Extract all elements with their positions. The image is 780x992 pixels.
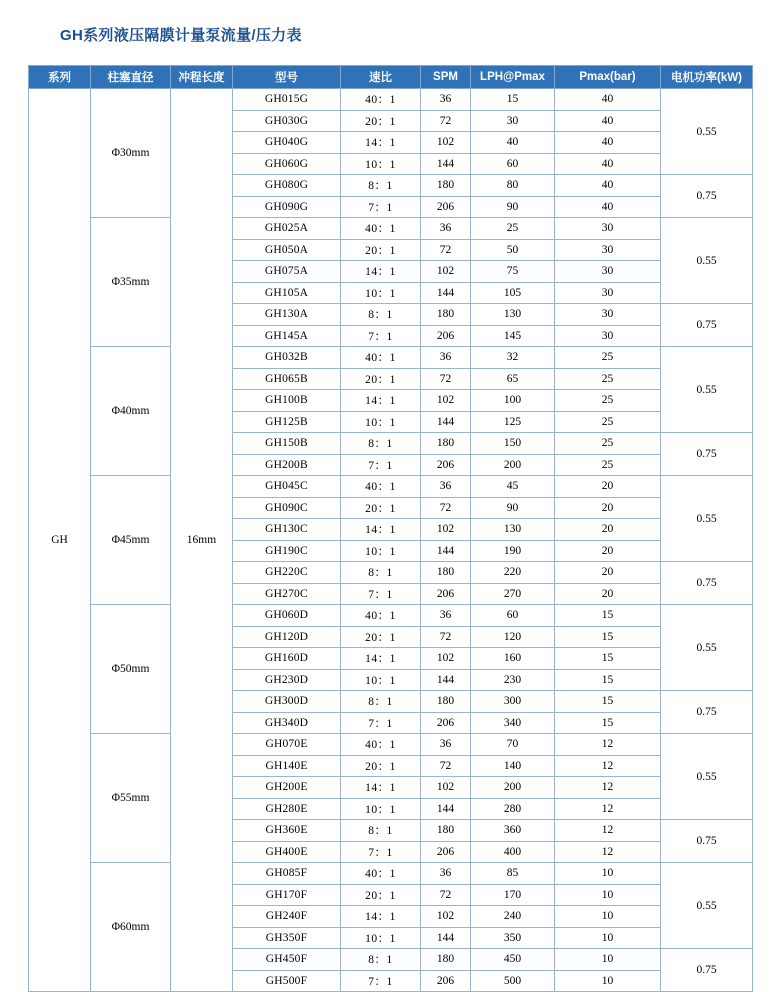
- cell-spm: 180: [421, 949, 471, 971]
- table-row: [29, 347, 753, 369]
- cell-series: GH: [29, 89, 91, 992]
- cell-spm: 206: [421, 454, 471, 476]
- cell-pmax: 40: [555, 89, 661, 111]
- cell-spm: 36: [421, 347, 471, 369]
- cell-power: 0.55: [661, 605, 753, 691]
- cell-pmax: 30: [555, 325, 661, 347]
- column-header-lph: LPH@Pmax: [471, 66, 555, 89]
- cell-ratio: 40：1: [341, 863, 421, 885]
- cell-lph: 100: [471, 390, 555, 412]
- cell-lph: 300: [471, 691, 555, 713]
- cell-lph: 25: [471, 218, 555, 240]
- cell-ratio: 40：1: [341, 89, 421, 111]
- cell-lph: 120: [471, 626, 555, 648]
- cell-ratio: 20：1: [341, 626, 421, 648]
- cell-lph: 230: [471, 669, 555, 691]
- cell-model: GH130A: [233, 304, 341, 326]
- cell-power: 0.75: [661, 433, 753, 476]
- cell-model: GH400E: [233, 841, 341, 863]
- cell-model: GH230D: [233, 669, 341, 691]
- cell-model: GH500F: [233, 970, 341, 992]
- cell-model: GH060G: [233, 153, 341, 175]
- cell-pmax: 20: [555, 497, 661, 519]
- cell-ratio: 14：1: [341, 648, 421, 670]
- cell-lph: 75: [471, 261, 555, 283]
- cell-pmax: 20: [555, 562, 661, 584]
- cell-pmax: 20: [555, 519, 661, 541]
- column-header-bore: 柱塞直径: [91, 66, 171, 89]
- cell-pmax: 10: [555, 906, 661, 928]
- cell-pmax: 30: [555, 261, 661, 283]
- cell-spm: 144: [421, 927, 471, 949]
- cell-ratio: 20：1: [341, 884, 421, 906]
- cell-model: GH032B: [233, 347, 341, 369]
- cell-ratio: 20：1: [341, 368, 421, 390]
- cell-pmax: 40: [555, 196, 661, 218]
- cell-model: GH240F: [233, 906, 341, 928]
- cell-pmax: 25: [555, 368, 661, 390]
- cell-stroke: 16mm: [171, 89, 233, 992]
- cell-lph: 85: [471, 863, 555, 885]
- cell-spm: 102: [421, 390, 471, 412]
- cell-lph: 340: [471, 712, 555, 734]
- cell-spm: 102: [421, 132, 471, 154]
- cell-spm: 72: [421, 239, 471, 261]
- page-title: GH系列液压隔膜计量泵流量/压力表: [60, 27, 302, 45]
- cell-spm: 144: [421, 540, 471, 562]
- cell-spm: 36: [421, 863, 471, 885]
- cell-lph: 350: [471, 927, 555, 949]
- cell-pmax: 40: [555, 175, 661, 197]
- cell-spm: 36: [421, 734, 471, 756]
- cell-pmax: 15: [555, 712, 661, 734]
- cell-spm: 72: [421, 497, 471, 519]
- cell-lph: 90: [471, 196, 555, 218]
- cell-spm: 72: [421, 755, 471, 777]
- cell-model: GH045C: [233, 476, 341, 498]
- cell-lph: 30: [471, 110, 555, 132]
- cell-pmax: 15: [555, 626, 661, 648]
- table-row: [29, 605, 753, 627]
- cell-pmax: 10: [555, 927, 661, 949]
- cell-spm: 180: [421, 820, 471, 842]
- cell-lph: 70: [471, 734, 555, 756]
- cell-lph: 500: [471, 970, 555, 992]
- cell-ratio: 14：1: [341, 906, 421, 928]
- cell-lph: 220: [471, 562, 555, 584]
- cell-pmax: 15: [555, 691, 661, 713]
- column-header-stroke: 冲程长度: [171, 66, 233, 89]
- cell-spm: 36: [421, 605, 471, 627]
- cell-lph: 280: [471, 798, 555, 820]
- cell-ratio: 10：1: [341, 282, 421, 304]
- cell-ratio: 20：1: [341, 497, 421, 519]
- cell-pmax: 15: [555, 605, 661, 627]
- cell-model: GH065B: [233, 368, 341, 390]
- cell-bore: Φ40mm: [91, 347, 171, 476]
- cell-model: GH040G: [233, 132, 341, 154]
- cell-lph: 32: [471, 347, 555, 369]
- cell-lph: 50: [471, 239, 555, 261]
- cell-ratio: 7：1: [341, 583, 421, 605]
- cell-ratio: 7：1: [341, 196, 421, 218]
- cell-pmax: 25: [555, 347, 661, 369]
- cell-ratio: 10：1: [341, 411, 421, 433]
- cell-lph: 90: [471, 497, 555, 519]
- cell-pmax: 12: [555, 734, 661, 756]
- cell-power: 0.55: [661, 89, 753, 175]
- title-bar: [60, 14, 752, 55]
- cell-lph: 150: [471, 433, 555, 455]
- cell-pmax: 15: [555, 648, 661, 670]
- cell-lph: 170: [471, 884, 555, 906]
- cell-power: 0.55: [661, 218, 753, 304]
- cell-model: GH120D: [233, 626, 341, 648]
- cell-pmax: 40: [555, 132, 661, 154]
- cell-ratio: 40：1: [341, 476, 421, 498]
- cell-model: GH340D: [233, 712, 341, 734]
- cell-model: GH170F: [233, 884, 341, 906]
- cell-spm: 36: [421, 89, 471, 111]
- cell-model: GH050A: [233, 239, 341, 261]
- cell-power: 0.75: [661, 304, 753, 347]
- cell-model: GH360E: [233, 820, 341, 842]
- table-row: [29, 218, 753, 240]
- cell-ratio: 7：1: [341, 841, 421, 863]
- cell-power: 0.75: [661, 949, 753, 992]
- cell-spm: 206: [421, 583, 471, 605]
- table-row: [29, 476, 753, 498]
- table-row: [29, 89, 753, 111]
- cell-pmax: 10: [555, 949, 661, 971]
- cell-model: GH125B: [233, 411, 341, 433]
- cell-lph: 200: [471, 777, 555, 799]
- cell-ratio: 40：1: [341, 734, 421, 756]
- cell-ratio: 8：1: [341, 562, 421, 584]
- cell-spm: 102: [421, 261, 471, 283]
- cell-ratio: 8：1: [341, 433, 421, 455]
- cell-ratio: 8：1: [341, 304, 421, 326]
- cell-ratio: 10：1: [341, 153, 421, 175]
- cell-model: GH090C: [233, 497, 341, 519]
- cell-pmax: 10: [555, 884, 661, 906]
- cell-model: GH015G: [233, 89, 341, 111]
- cell-model: GH280E: [233, 798, 341, 820]
- cell-lph: 270: [471, 583, 555, 605]
- cell-lph: 105: [471, 282, 555, 304]
- table-body: [29, 89, 753, 992]
- cell-spm: 180: [421, 562, 471, 584]
- cell-ratio: 7：1: [341, 712, 421, 734]
- cell-model: GH025A: [233, 218, 341, 240]
- cell-pmax: 30: [555, 218, 661, 240]
- cell-lph: 60: [471, 153, 555, 175]
- cell-spm: 102: [421, 906, 471, 928]
- cell-model: GH105A: [233, 282, 341, 304]
- cell-pmax: 12: [555, 755, 661, 777]
- cell-ratio: 7：1: [341, 454, 421, 476]
- cell-model: GH190C: [233, 540, 341, 562]
- cell-ratio: 10：1: [341, 798, 421, 820]
- cell-lph: 40: [471, 132, 555, 154]
- cell-ratio: 20：1: [341, 755, 421, 777]
- cell-pmax: 25: [555, 390, 661, 412]
- cell-power: 0.75: [661, 820, 753, 863]
- spec-table: [28, 65, 753, 992]
- cell-model: GH200E: [233, 777, 341, 799]
- cell-lph: 60: [471, 605, 555, 627]
- cell-ratio: 40：1: [341, 347, 421, 369]
- cell-ratio: 14：1: [341, 132, 421, 154]
- cell-pmax: 30: [555, 304, 661, 326]
- cell-lph: 140: [471, 755, 555, 777]
- cell-model: GH060D: [233, 605, 341, 627]
- cell-model: GH090G: [233, 196, 341, 218]
- table-row: [29, 734, 753, 756]
- cell-ratio: 8：1: [341, 949, 421, 971]
- cell-spm: 144: [421, 282, 471, 304]
- cell-spm: 102: [421, 777, 471, 799]
- cell-lph: 65: [471, 368, 555, 390]
- cell-spm: 36: [421, 218, 471, 240]
- cell-pmax: 10: [555, 970, 661, 992]
- cell-model: GH220C: [233, 562, 341, 584]
- cell-pmax: 40: [555, 110, 661, 132]
- cell-ratio: 7：1: [341, 325, 421, 347]
- cell-spm: 36: [421, 476, 471, 498]
- cell-model: GH270C: [233, 583, 341, 605]
- cell-model: GH350F: [233, 927, 341, 949]
- cell-power: 0.75: [661, 562, 753, 605]
- cell-lph: 130: [471, 304, 555, 326]
- cell-ratio: 10：1: [341, 927, 421, 949]
- cell-ratio: 14：1: [341, 519, 421, 541]
- cell-power: 0.55: [661, 734, 753, 820]
- cell-model: GH300D: [233, 691, 341, 713]
- cell-lph: 450: [471, 949, 555, 971]
- cell-power: 0.75: [661, 175, 753, 218]
- cell-ratio: 40：1: [341, 218, 421, 240]
- cell-model: GH070E: [233, 734, 341, 756]
- cell-power: 0.55: [661, 476, 753, 562]
- cell-spm: 144: [421, 153, 471, 175]
- cell-power: 0.55: [661, 863, 753, 949]
- cell-spm: 206: [421, 841, 471, 863]
- cell-ratio: 14：1: [341, 777, 421, 799]
- cell-ratio: 40：1: [341, 605, 421, 627]
- cell-spm: 180: [421, 433, 471, 455]
- column-header-ratio: 速比: [341, 66, 421, 89]
- cell-lph: 45: [471, 476, 555, 498]
- cell-lph: 240: [471, 906, 555, 928]
- cell-lph: 200: [471, 454, 555, 476]
- cell-spm: 102: [421, 519, 471, 541]
- cell-pmax: 15: [555, 669, 661, 691]
- cell-lph: 400: [471, 841, 555, 863]
- cell-ratio: 14：1: [341, 390, 421, 412]
- cell-bore: Φ50mm: [91, 605, 171, 734]
- cell-model: GH030G: [233, 110, 341, 132]
- cell-model: GH200B: [233, 454, 341, 476]
- cell-lph: 80: [471, 175, 555, 197]
- cell-pmax: 25: [555, 433, 661, 455]
- cell-ratio: 20：1: [341, 110, 421, 132]
- cell-ratio: 8：1: [341, 820, 421, 842]
- cell-power: 0.55: [661, 347, 753, 433]
- cell-spm: 180: [421, 175, 471, 197]
- cell-pmax: 25: [555, 454, 661, 476]
- cell-pmax: 30: [555, 239, 661, 261]
- cell-pmax: 20: [555, 583, 661, 605]
- cell-model: GH145A: [233, 325, 341, 347]
- cell-spm: 206: [421, 196, 471, 218]
- cell-spm: 180: [421, 691, 471, 713]
- cell-pmax: 20: [555, 540, 661, 562]
- cell-model: GH150B: [233, 433, 341, 455]
- cell-lph: 15: [471, 89, 555, 111]
- cell-lph: 160: [471, 648, 555, 670]
- cell-pmax: 20: [555, 476, 661, 498]
- cell-pmax: 25: [555, 411, 661, 433]
- cell-model: GH140E: [233, 755, 341, 777]
- table-header-row: [29, 66, 753, 89]
- cell-spm: 144: [421, 669, 471, 691]
- cell-model: GH080G: [233, 175, 341, 197]
- cell-bore: Φ45mm: [91, 476, 171, 605]
- cell-bore: Φ60mm: [91, 863, 171, 992]
- table-header: [29, 66, 753, 89]
- cell-pmax: 40: [555, 153, 661, 175]
- cell-spm: 144: [421, 798, 471, 820]
- cell-pmax: 12: [555, 777, 661, 799]
- column-header-model: 型号: [233, 66, 341, 89]
- cell-spm: 102: [421, 648, 471, 670]
- cell-model: GH130C: [233, 519, 341, 541]
- cell-bore: Φ30mm: [91, 89, 171, 218]
- cell-bore: Φ55mm: [91, 734, 171, 863]
- cell-model: GH075A: [233, 261, 341, 283]
- cell-model: GH450F: [233, 949, 341, 971]
- cell-lph: 125: [471, 411, 555, 433]
- cell-spm: 72: [421, 884, 471, 906]
- cell-pmax: 12: [555, 841, 661, 863]
- cell-spm: 72: [421, 626, 471, 648]
- cell-spm: 72: [421, 368, 471, 390]
- cell-ratio: 10：1: [341, 669, 421, 691]
- cell-spm: 206: [421, 970, 471, 992]
- column-header-series: 系列: [29, 66, 91, 89]
- cell-lph: 145: [471, 325, 555, 347]
- cell-ratio: 8：1: [341, 691, 421, 713]
- cell-lph: 360: [471, 820, 555, 842]
- cell-model: GH100B: [233, 390, 341, 412]
- cell-pmax: 30: [555, 282, 661, 304]
- cell-pmax: 12: [555, 820, 661, 842]
- cell-ratio: 7：1: [341, 970, 421, 992]
- cell-model: GH085F: [233, 863, 341, 885]
- cell-spm: 144: [421, 411, 471, 433]
- cell-ratio: 10：1: [341, 540, 421, 562]
- table-row: [29, 863, 753, 885]
- cell-bore: Φ35mm: [91, 218, 171, 347]
- cell-spm: 206: [421, 712, 471, 734]
- cell-ratio: 14：1: [341, 261, 421, 283]
- cell-spm: 72: [421, 110, 471, 132]
- cell-ratio: 8：1: [341, 175, 421, 197]
- column-header-pmax: Pmax(bar): [555, 66, 661, 89]
- cell-pmax: 10: [555, 863, 661, 885]
- column-header-power: 电机功率(kW): [661, 66, 753, 89]
- cell-ratio: 20：1: [341, 239, 421, 261]
- cell-power: 0.75: [661, 691, 753, 734]
- cell-lph: 190: [471, 540, 555, 562]
- cell-pmax: 12: [555, 798, 661, 820]
- cell-spm: 206: [421, 325, 471, 347]
- column-header-spm: SPM: [421, 66, 471, 89]
- cell-model: GH160D: [233, 648, 341, 670]
- cell-spm: 180: [421, 304, 471, 326]
- cell-lph: 130: [471, 519, 555, 541]
